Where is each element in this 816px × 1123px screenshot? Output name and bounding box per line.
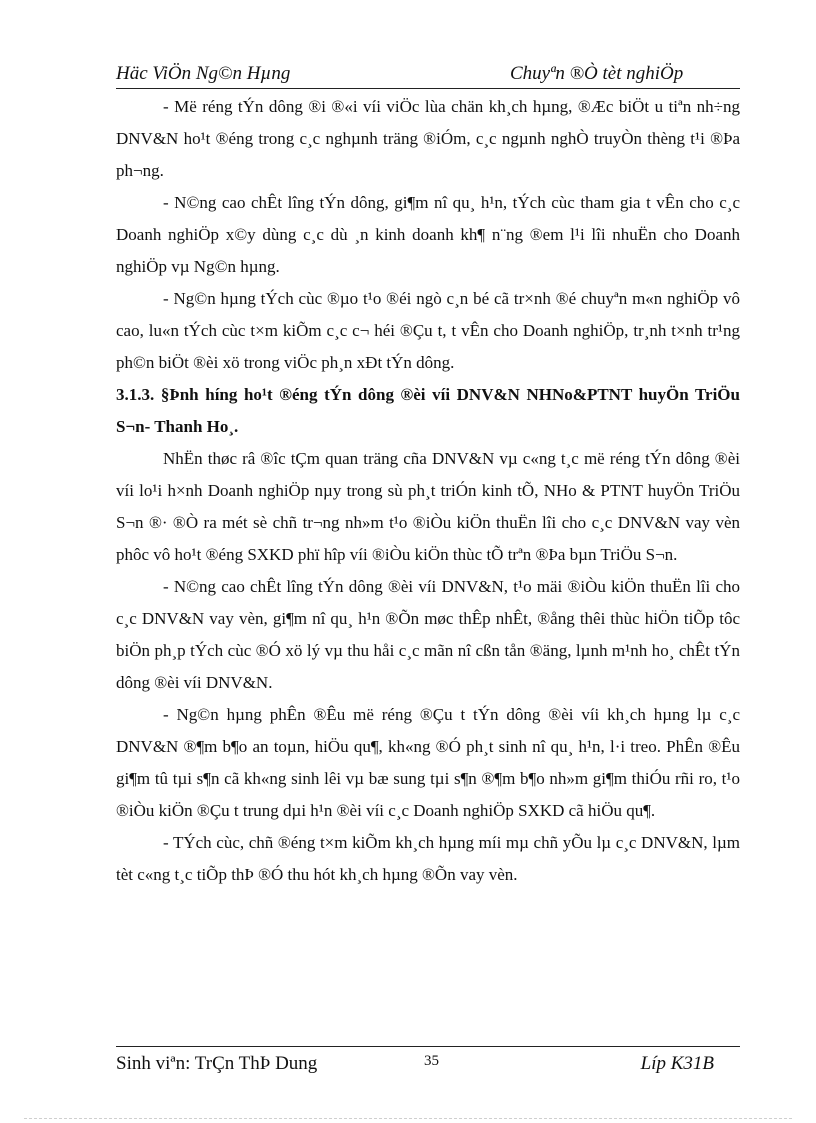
paragraph: - Më réng tÝn dông ®i ®«i víi viÖc lùa chän kh¸ch hµng, ®Æc biÖt u tiªn nh÷ng DNV&N ho¹t ®éng trong c¸c nghµnh träng ®iÓm, c¸c ngµnh nghÒ truyÒn thèng t¹i ®Þa ph¬ng. <box>116 97 740 180</box>
footer-class: Líp K31B <box>640 1053 714 1074</box>
page-number: 35 <box>424 1053 439 1069</box>
header-document-type: Chuyªn ®Ò tèt nghiÖp <box>510 63 684 84</box>
header-institution: Häc ViÖn Ng©n Hµng <box>116 63 291 84</box>
footer-author: Sinh viªn: TrÇn ThÞ Dung <box>116 1053 318 1074</box>
paragraph: - Ng©n hµng phÊn ®Êu më réng ®Çu t tÝn dông ®èi víi kh¸ch hµng lµ c¸c DNV&N ®¶m b¶o an toµn, hiÖu qu¶, kh«ng ®Ó ph¸t sinh nî qu¸ h¹n, l·i treo. PhÊn ®Êu gi¶m tû tµi s¶n cã kh«ng sinh lêi vµ bæ sung tµi s¶n ®¶m b¶o nh»m gi¶m thiÓu rñi ro, t¹o ®iÒu kiÖn ®Çu t trung dµi h¹n ®èi víi c¸c Doanh nghiÖp SXKD cã hiÖu qu¶. <box>116 705 740 820</box>
page-footer <box>116 1046 740 1079</box>
page-bottom-rule <box>24 1118 792 1119</box>
section-heading: 3.1.3. §Þnh híng ho¹t ®éng tÝn dông ®èi víi DNV&N NHNo&PTNT huyÖn TriÖu S¬n- Thanh Ho¸. <box>116 385 740 436</box>
page-header <box>116 60 740 89</box>
paragraph: - Ng©n hµng tÝch cùc ®µo t¹o ®éi ngò c¸n bé cã tr×nh ®é chuyªn m«n nghiÖp vô cao, lu«n tÝch cùc t×m kiÕm c¸c c¬ héi ®Çu t, t vÊn cho Doanh nghiÖp, tr¸nh t×nh tr¹ng ph©n biÖt ®èi xö trong viÖc ph¸n xÐt tÝn dông. <box>116 289 740 372</box>
document-body <box>116 91 740 891</box>
paragraph: - TÝch cùc, chñ ®éng t×m kiÕm kh¸ch hµng míi mµ chñ yÕu lµ c¸c DNV&N, lµm tèt c«ng t¸c tiÕp thÞ ®Ó thu hót kh¸ch hµng ®Õn vay vèn. <box>116 833 740 884</box>
paragraph: - N©ng cao chÊt lîng tÝn dông ®èi víi DNV&N, t¹o mäi ®iÒu kiÖn thuËn lîi cho c¸c DNV&N vay vèn, gi¶m nî qu¸ h¹n ®Õn møc thÊp nhÊt, ®ång thêi thùc hiÖn tiÕp tôc biÖn ph¸p tÝch cùc ®Ó xö lý vµ thu håi c¸c mãn nî cßn tån ®äng, lµnh m¹nh ho¸ chÊt tÝn dông ®èi víi DNV&N. <box>116 577 740 692</box>
paragraph: - N©ng cao chÊt lîng tÝn dông, gi¶m nî qu¸ h¹n, tÝch cùc tham gia t vÊn cho c¸c Doanh nghiÖp x©y dùng c¸c dù ¸n kinh doanh kh¶ n¨ng ®em l¹i lîi nhuËn cho Doanh nghiÖp vµ Ng©n hµng. <box>116 193 740 276</box>
paragraph: NhËn thøc râ ®îc tÇm quan träng cña DNV&N vµ c«ng t¸c më réng tÝn dông ®èi víi lo¹i h×nh Doanh nghiÖp nµy trong sù ph¸t triÓn kinh tÕ, NHo & PTNT huyÖn TriÖu S¬n ®· ®Ò ra mét sè chñ tr¬ng nh»m t¹o ®iÒu kiÖn thuËn lîi cho c¸c DNV&N vay vèn phôc vô ho¹t ®éng SXKD phï hîp víi ®iÒu kiÖn thùc tÕ trªn ®Þa bµn TriÖu S¬n. <box>116 449 740 564</box>
